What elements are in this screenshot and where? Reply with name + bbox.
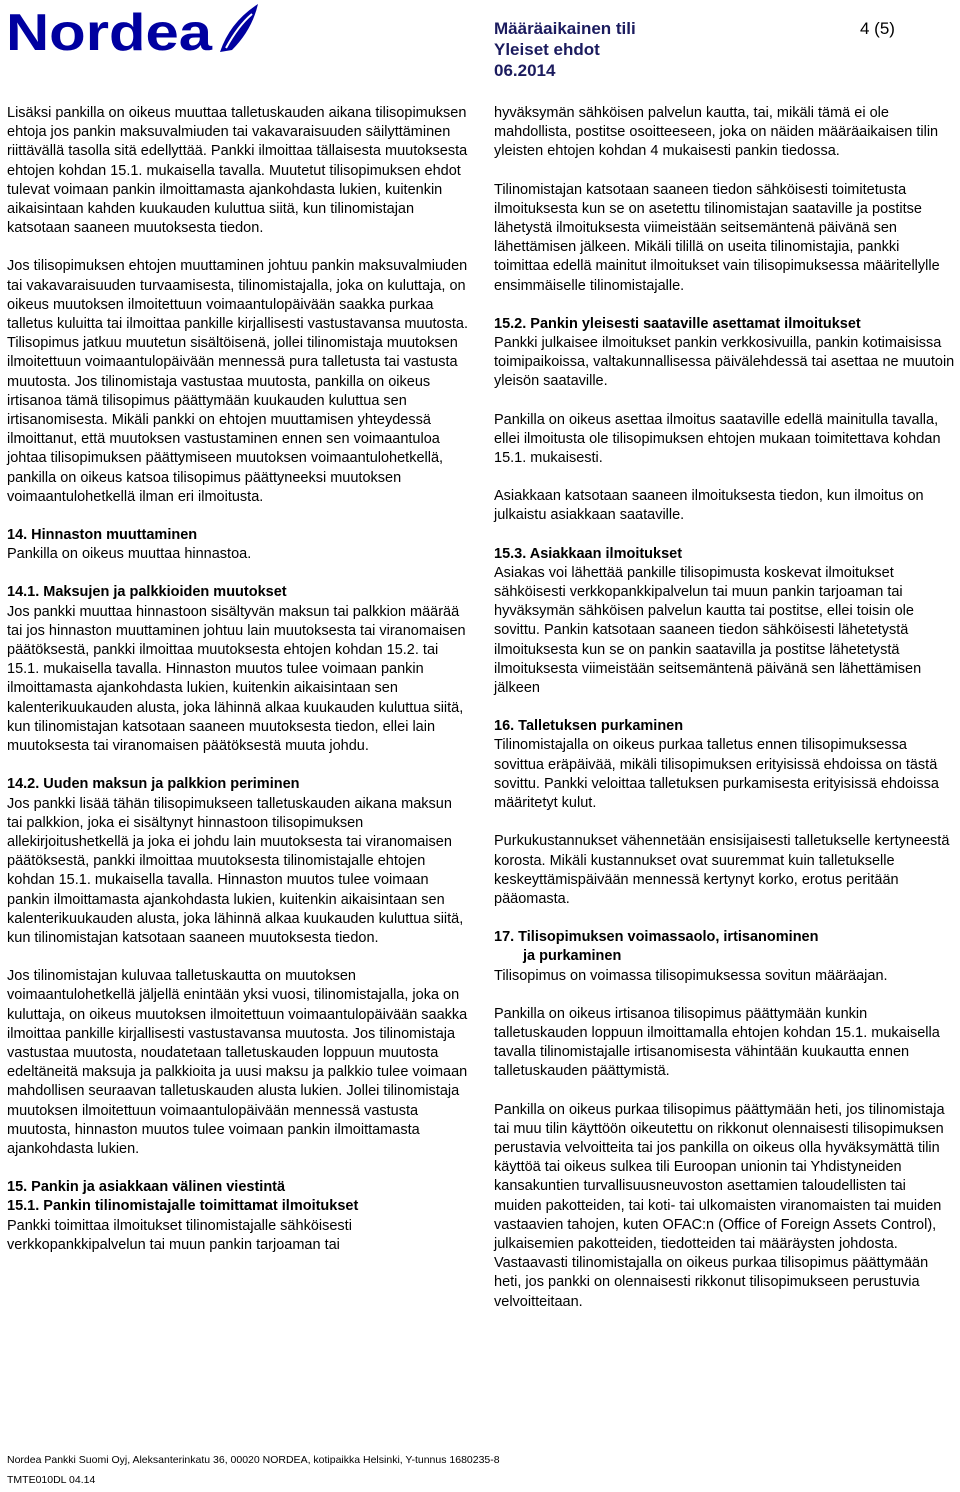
logo-wordmark: Nordea bbox=[6, 4, 214, 56]
paragraph: Pankilla on oikeus purkaa tilisopimus päättymään heti, jos tilinomistaja tai muu tilin käyttöön oikeutettu on rikkonut olennaisesti tilisopimuksen perustavia velvoitteita tai jos pankilla on oikeus olla hyväksymättä tilin käyttöä tai oikeus sulkea tili Euroopan unionin tai Yhdistyneiden kansakuntien turvallisuusneuvoston asettamien taloudellisten tai muiden pakotteiden, tai koti- tai ulkomaisten viranomaisten tai muiden vastaavien tahojen, kuten OFAC:n (Office of Foreign Assets Control), julkaisemien pakotteiden, tiedotteiden tai määräysten johdosta. Vastaavasti tilinomistajalla on oikeus purkaa tilisopimus päättymään heti, jos pankki on olennaisesti rikkonut tilisopimukseen perustuvia velvoitteitaan. bbox=[494, 1101, 945, 1310]
paragraph: Purkukustannukset vähennetään ensisijaisesti talletukselle kertyneestä korosta. Mikäli kustannukset ovat suuremmat kuin talletukselle keskeyttämispäivään mennessä kertynyt korko, erotus peritään pääomasta. bbox=[494, 833, 950, 907]
paragraph: Tilinomistajalla on oikeus purkaa talletus ennen tilisopimuksessa sovittua eräpäivää, mikäli tilisopimuksen erityisissä ehdoissa on tästä sovittu. Pankki veloittaa talletuksen purkamisesta erityisissä ehdoissa määritetyt kulut. bbox=[494, 737, 939, 812]
footer-form-code: TMTE010DL 04.14 bbox=[7, 1474, 96, 1486]
paragraph: Asiakas voi lähettää pankille tilisopimusta koskevat ilmoitukset sähköisesti verkkopankkipalvelun tai muun pankin tarjoaman tai hyväksymän sähköisen palvelun kautta tai postitse, ellei toisin ole sovittu. Pankin katsotaan saaneen tiedon sähköisesti lähetetystä ilmoituksesta kun se on pankin saatavilla ja postitse lähetetystä ilmoituksesta viimeistään seitsemäntenä päivänä sen lähettämisen jälkeen bbox=[494, 564, 922, 697]
paragraph: hyväksymän sähköisen palvelun kautta, tai, mikäli tämä ei ole mahdollista, postitse osoitteeseen, joka on näiden määräaikaisen tilin yleisten ehtojen kohdan 4 mukaisesti pankin tiedossa. bbox=[494, 105, 939, 160]
title-line-2: Yleiset ehdot bbox=[494, 40, 600, 59]
paragraph: Pankki julkaisee ilmoitukset pankin verkkosivuilla, pankin kotimaisissa toimipaikoissa, valtakunnallisessa päivälehdessä tai asettaa ne muutoin yleisön saataville. bbox=[494, 335, 955, 390]
heading-line: 17. Tilisopimuksen voimassaolo, irtisanominen bbox=[494, 929, 819, 946]
paragraph: Pankilla on oikeus asettaa ilmoitus saataville edellä mainitulla tavalla, ellei ilmoitusta ole tilisopimuksen ehtojen mukaan toimitettava kohdan 15.1. mukaisesti. bbox=[494, 411, 941, 467]
paragraph: Pankilla on oikeus muuttaa hinnastoa. bbox=[7, 546, 252, 563]
paragraph: Tilisopimus on voimassa tilisopimuksessa sovitun määräajan. bbox=[494, 967, 888, 984]
section-heading-14: 14. Hinnaston muuttaminen bbox=[7, 527, 198, 544]
title-line-1: Määräaikainen tili bbox=[494, 19, 636, 38]
heading-line: ja purkaminen bbox=[523, 948, 622, 965]
section-heading-14-2: 14.2. Uuden maksun ja palkkion periminen bbox=[7, 776, 300, 793]
paragraph: Tilinomistajan katsotaan saaneen tiedon sähköisesti toimitetusta ilmoituksesta kun se on asetettu tilinomistajan saataville ja postitse lähetystä ilmoituksesta viimeistään seitsemäntenä päivänä sen lähettämisen jälkeen. Mikäli tilillä on useita tilinomistajia, pankki toimittaa edellä mainitut ilmoitukset vain tilisopimuksessa määritellylle ensimmäiselle tilinomistajalle. bbox=[494, 181, 940, 294]
paragraph: Jos pankki muuttaa hinnastoon sisältyvän maksun tai palkkion määrää tai jos hinnaston muuttaminen johtuu lain muutoksesta tai viranomaisen päätöksestä, pankki ilmoittaa muutoksesta ehtojen kohdan 15.2. tai 15.1. mukaisella tavalla. Hinnaston muutos tulee voimaan pankin ilmoittamasta ajankohdasta lukien, kuitenkin aikaisintaan sen kalenterikuukauden alusta, joka lähinnä alkaa kuukauden kuluttua siitä, kun tilinomistajan katsotaan saaneen muutoksesta tiedon, ellei lain muutoksesta tai viranomaisen päätöksestä muuta johdu. bbox=[7, 603, 466, 755]
section-heading-15: 15. Pankin ja asiakkaan välinen viestintä bbox=[7, 1179, 286, 1196]
footer-company-info: Nordea Pankki Suomi Oyj, Aleksanterinkatu 36, 00020 NORDEA, kotipaikka Helsinki, Y-tunnus 1680235-8 bbox=[7, 1454, 500, 1466]
nordea-logo bbox=[6, 0, 262, 56]
paragraph: Jos pankki lisää tähän tilisopimukseen talletuskauden aikana maksun tai palkkion, joka ei sisältynyt hinnastoon tilisopimuksen allekirjoitushetkellä ja joka ei johdu lain muutoksesta tai viranomaisen päätöksestä, pankki ilmoittaa muutoksesta tilinomistajalle ehtojen kohdan 15.1. mukaisella tavalla. Hinnaston muutos tulee voimaan pankin ilmoittamasta ajankohdasta lukien, kuitenkin aikaisintaan sen kalenterikuukauden alusta, joka lähinnä alkaa kuukauden kuluttua siitä, kun tilinomistajan katsotaan saaneen muutoksesta tiedon. bbox=[7, 795, 464, 946]
section-heading-15-2: 15.2. Pankin yleisesti saataville asettamat ilmoitukset bbox=[494, 315, 861, 332]
paragraph: Asiakkaan katsotaan saaneen ilmoituksesta tiedon, kun ilmoitus on julkaistu asiakkaan saataville. bbox=[494, 488, 924, 524]
section-heading-16: 16. Talletuksen purkaminen bbox=[494, 718, 684, 735]
document-title bbox=[494, 18, 636, 81]
section-heading-15-3: 15.3. Asiakkaan ilmoitukset bbox=[494, 545, 683, 562]
footer bbox=[7, 1450, 500, 1490]
section-heading-15-1: 15.1. Pankin tilinomistajalle toimittamat ilmoitukset bbox=[7, 1198, 359, 1215]
section-heading-14-1: 14.1. Maksujen ja palkkioiden muutokset bbox=[7, 584, 287, 601]
paragraph: Pankki toimittaa ilmoitukset tilinomistajalle sähköisesti verkkopankkipalvelun tai muun pankin tarjoaman tai bbox=[7, 1217, 352, 1253]
paragraph: Jos tilinomistajan kuluvaa talletuskautta on muutoksen voimaantulohetkellä jäljellä enintään yksi vuosi, tilinomistajalla, joka on kuluttaja, on oikeus muutoksen ilmoitettuun voimaantulopäivään saakka ilmoittaa pankille kirjallisesti vastustavansa muutosta. Jos tilinomistaja vastustaa muutosta, noudatetaan talletuskauden loppuun muutosta edeltäneitä maksuja ja palkkioita ja uusi maksu ja palkkio tulee voimaan mahdollisen seuraavan talletuskauden alusta lukien. Jollei tilinomistaja muutoksen ilmoitettuun voimaantulopäivään mennessä vastusta muutosta, hinnaston muutos tulee voimaan pankin ilmoittamasta ajankohdasta lukien. bbox=[7, 968, 468, 1157]
title-line-3: 06.2014 bbox=[494, 61, 556, 80]
section-heading-17 bbox=[494, 928, 956, 966]
right-column bbox=[494, 104, 956, 1331]
left-column bbox=[7, 104, 469, 1274]
paragraph: Pankilla on oikeus irtisanoa tilisopimus päättymään kunkin talletuskauden loppuun ilmoittamalla ehtojen kohdan 15.1. mukaisella tavalla tilinomistajalle irtisanomisesta vähintään kuukautta ennen talletuskauden päättymistä. bbox=[494, 1005, 940, 1080]
paragraph: Lisäksi pankilla on oikeus muuttaa talletuskauden aikana tilisopimuksen ehtoja jos pankin maksuvalmiuden tai vakavaraisuuden säilyttäminen riittävällä tasolla sitä edellyttää. Pankki ilmoittaa tällaisesta muutoksesta ehtojen kohdan 15.1. mukaisella tavalla. Muutetut tilisopimuksen ehdot tulevat voimaan pankin ilmoittamasta ajankohdasta lukien, kuitenkin aikaisintaan kahden kuukauden kuluttua siitä, kun tilinomistajan katsotaan saaneen muutoksesta tiedon. bbox=[7, 105, 468, 237]
paragraph: Jos tilisopimuksen ehtojen muuttaminen johtuu pankin maksuvalmiuden tai vakavaraisuuden turvaamisesta, tilinomistajalla, joka on kuluttaja, on oikeus muutoksen ilmoitettuun voimaantulopäivään saakka purkaa talletus kuluitta tai ilmoittaa pankille kirjallisesti vastustavansa muutosta. Tilisopimus jatkuu muutetun sisältöisenä, jollei tilinomistaja muutoksen ilmoitettuun voimaantulopäivään mennessä pura talletusta tai vastusta muutosta. Jos tilinomistaja vastustaa muutosta, pankilla on oikeus irtisanoa tämä tilisopimus päättymään kuukauden kuluttua sen irtisanomisesta. Mikäli pankki on ehtojen muuttamisen yhteydessä ilmoittanut, että muutoksen vastustaminen ennen sen voimaantuloa johtaa tilisopimuksen päättymiseen muutoksen voimaantulohetkellä, pankilla on oikeus katsoa tilisopimus päättyneeksi muutoksen voimaantulohetkellä ilman eri ilmoitusta. bbox=[7, 258, 468, 505]
page-number: 4 (5) bbox=[860, 19, 895, 38]
